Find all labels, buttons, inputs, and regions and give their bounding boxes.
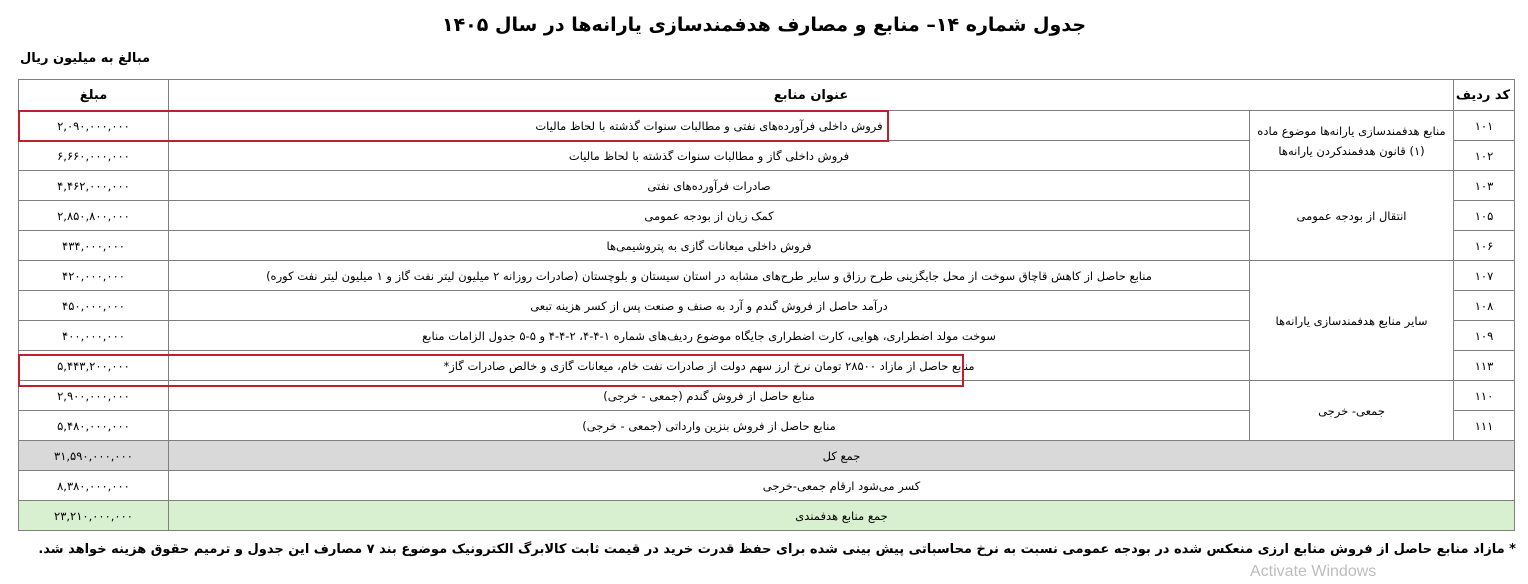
row-code: ۱۱۰ <box>1454 381 1515 411</box>
row-title: منابع حاصل از مازاد ۲۸۵۰۰ تومان نرخ ارز سهم دولت از صادرات نفت خام، میعانات گازی و خالص صادرات گاز* <box>169 351 1250 381</box>
row-title: فروش داخلی فرآورده‌های نفتی و مطالبات سنوات گذشته با لحاظ مالیات <box>169 111 1250 141</box>
header-code: کد ردیف <box>1454 80 1515 111</box>
table-row <box>19 261 1515 291</box>
row-amount: ۴۲۰,۰۰۰,۰۰۰ <box>19 261 169 291</box>
row-title: منابع حاصل از فروش گندم (جمعی - خرجی) <box>169 381 1250 411</box>
table-row <box>19 381 1515 411</box>
targeted-total-amount: ۲۳,۲۱۰,۰۰۰,۰۰۰ <box>19 501 169 531</box>
unit-note: مبالغ به میلیون ریال <box>20 51 151 66</box>
row-title: درآمد حاصل از فروش گندم و آرد به صنف و صنعت پس از کسر هزینه تبعی <box>169 291 1250 321</box>
row-amount: ۵,۴۴۳,۲۰۰,۰۰۰ <box>19 351 169 381</box>
resources-table <box>18 79 1515 531</box>
row-code: ۱۱۳ <box>1454 351 1515 381</box>
header-title: عنوان منابع <box>169 80 1454 111</box>
row-code: ۱۰۶ <box>1454 231 1515 261</box>
row-title: منابع حاصل از کاهش قاچاق سوخت از محل جایگزینی طرح رزاق و سایر طرح‌های مشابه در استان سیستان و بلوچستان (صادرات روزانه ۲ میلیون لیتر نفت گاز و ۱ میلیون لیتر نفت کوره) <box>169 261 1250 291</box>
deduction-amount: ۸,۳۸۰,۰۰۰,۰۰۰ <box>19 471 169 501</box>
deduction-label: کسر می‌شود ارقام جمعی-خرجی <box>169 471 1515 501</box>
grand-total-amount: ۳۱,۵۹۰,۰۰۰,۰۰۰ <box>19 441 169 471</box>
group-label-article1: منابع هدفمندسازی یارانه‌ها موضوع ماده (۱) قانون هدفمندکردن یارانه‌ها <box>1250 111 1454 171</box>
deduction-row <box>19 471 1515 501</box>
footnote: * مازاد منابع حاصل از فروش منابع ارزی منعکس شده در بودجه عمومی نسبت به نرخ محاسباتی پیش بینی شده برای حفظ قدرت خرید در قیمت ثابت کالابرگ الکترونیک موضوع بند ۷ مصارف این جدول و ترمیم حقوق هزینه خواهد شد. <box>38 542 1516 557</box>
row-amount: ۴۰۰,۰۰۰,۰۰۰ <box>19 321 169 351</box>
row-amount: ۲,۹۰۰,۰۰۰,۰۰۰ <box>19 381 169 411</box>
row-title: فروش داخلی میعانات گازی به پتروشیمی‌ها <box>169 231 1250 261</box>
row-title: کمک زیان از بودجه عمومی <box>169 201 1250 231</box>
row-code: ۱۰۱ <box>1454 111 1515 141</box>
table-title: جدول شماره ۱۴– منابع و مصارف هدفمندسازی یارانه‌ها در سال ۱۴۰۵ <box>441 14 1087 36</box>
row-code: ۱۰۵ <box>1454 201 1515 231</box>
grand-total-label: جمع کل <box>169 441 1515 471</box>
row-title: منابع حاصل از فروش بنزین وارداتی (جمعی - خرجی) <box>169 411 1250 441</box>
group-label-pass-through: جمعی- خرجی <box>1250 381 1454 441</box>
row-code: ۱۰۹ <box>1454 321 1515 351</box>
row-title: فروش داخلی گاز و مطالبات سنوات گذشته با لحاظ مالیات <box>169 141 1250 171</box>
row-amount: ۲,۰۹۰,۰۰۰,۰۰۰ <box>19 111 169 141</box>
grand-total-row <box>19 441 1515 471</box>
row-code: ۱۰۸ <box>1454 291 1515 321</box>
group-label-other-resources: سایر منابع هدفمندسازی یارانه‌ها <box>1250 261 1454 381</box>
targeted-total-row <box>19 501 1515 531</box>
row-code: ۱۱۱ <box>1454 411 1515 441</box>
table-header-row <box>19 80 1515 111</box>
row-title: سوخت مولد اضطراری، هوایی، کارت اضطراری جایگاه موضوع ردیف‌های شماره ۱-۴-۴، ۲-۴-۴ و ۵-۵ جدول الزامات منابع <box>169 321 1250 351</box>
row-amount: ۲,۸۵۰,۸۰۰,۰۰۰ <box>19 201 169 231</box>
row-code: ۱۰۳ <box>1454 171 1515 201</box>
row-amount: ۵,۴۸۰,۰۰۰,۰۰۰ <box>19 411 169 441</box>
header-amount: مبلغ <box>19 80 169 111</box>
row-amount: ۴۳۴,۰۰۰,۰۰۰ <box>19 231 169 261</box>
row-amount: ۶,۶۶۰,۰۰۰,۰۰۰ <box>19 141 169 171</box>
activation-watermark: Activate Windows <box>1250 563 1377 580</box>
row-code: ۱۰۷ <box>1454 261 1515 291</box>
row-amount: ۴۵۰,۰۰۰,۰۰۰ <box>19 291 169 321</box>
row-code: ۱۰۲ <box>1454 141 1515 171</box>
row-title: صادرات فرآورده‌های نفتی <box>169 171 1250 201</box>
table-row <box>19 111 1515 141</box>
row-amount: ۴,۴۶۲,۰۰۰,۰۰۰ <box>19 171 169 201</box>
table-row <box>19 171 1515 201</box>
targeted-total-label: جمع منابع هدفمندی <box>169 501 1515 531</box>
group-label-general-budget: انتقال از بودجه عمومی <box>1250 171 1454 261</box>
